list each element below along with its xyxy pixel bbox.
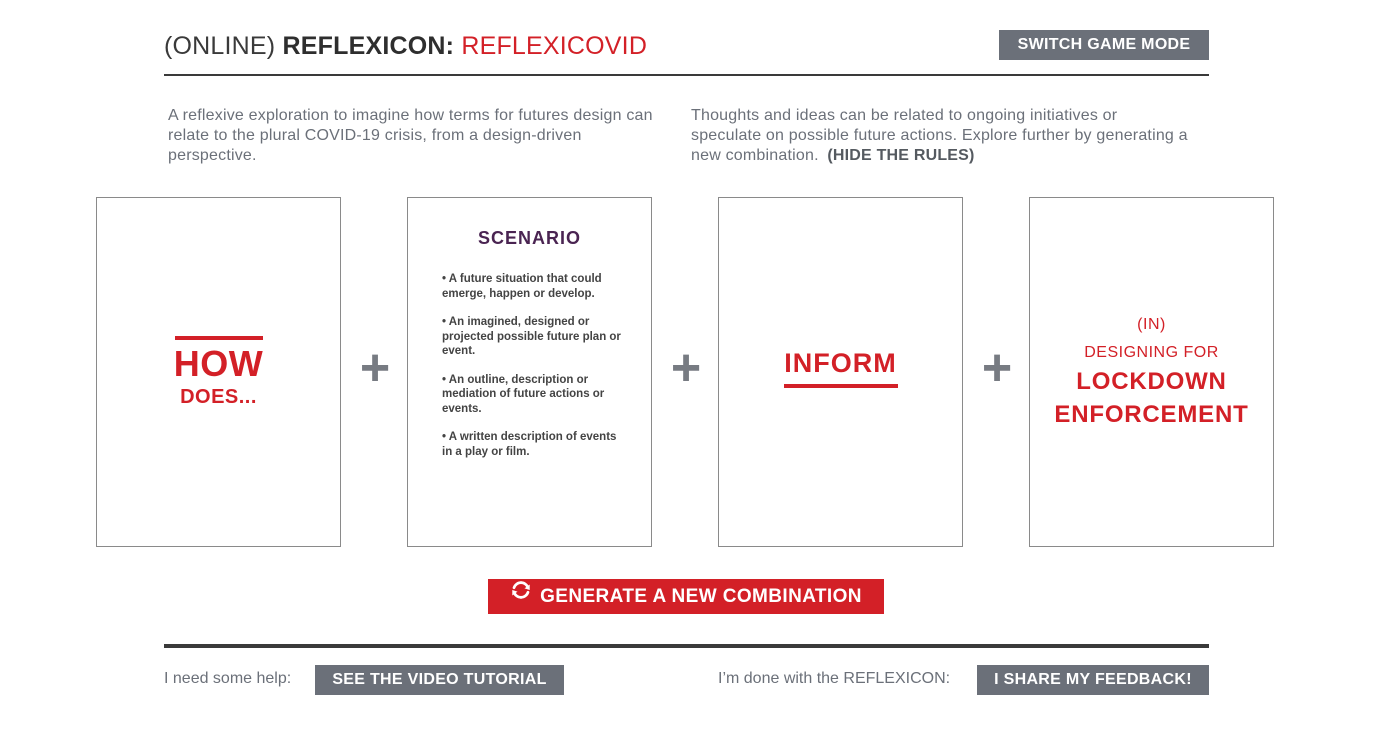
- inform-main-text: INFORM: [784, 348, 897, 378]
- refresh-icon: [510, 578, 532, 613]
- designing-content: [1030, 314, 1273, 430]
- plus-icon: +: [981, 339, 1013, 397]
- title-main: REFLEXICON:: [282, 32, 455, 60]
- scenario-title: SCENARIO: [477, 228, 581, 248]
- how-main-text: HOW: [173, 343, 264, 384]
- intro-right-text: Thoughts and ideas can be related to ongoing initiatives or speculate on possible future actions. Explore further by generating a new combination.: [691, 107, 1188, 164]
- how-accent-bar: [175, 336, 263, 340]
- scenario-definition-item: • A written description of events in a play or film.: [442, 431, 617, 458]
- intro-left-text: A reflexive exploration to imagine how terms for futures design can relate to the plural COVID-19 crisis, from a design-driven perspective.: [168, 107, 653, 164]
- title-prefix: (ONLINE): [164, 32, 276, 60]
- designing-prefix: (IN): [1137, 316, 1166, 333]
- inform-accent-bar: [784, 384, 898, 388]
- switch-game-mode-button[interactable]: SWITCH GAME MODE: [999, 30, 1209, 60]
- plus-icon: +: [670, 339, 702, 397]
- designing-main-line1: LOCKDOWN: [1076, 368, 1227, 395]
- how-sub-text: DOES...: [180, 386, 257, 408]
- hide-rules-link[interactable]: (HIDE THE RULES): [827, 147, 975, 164]
- scenario-definition-item: • An outline, description or mediation of future actions or events.: [442, 373, 605, 415]
- scenario-definition-item: • An imagined, designed or projected possible future plan or event.: [442, 316, 621, 357]
- generate-combination-button[interactable]: [488, 579, 884, 614]
- page-header: [164, 28, 1209, 76]
- intro-right: [691, 106, 1191, 166]
- designing-main-line2: ENFORCEMENT: [1054, 401, 1249, 428]
- card-how: [96, 197, 341, 547]
- card-inform: [718, 197, 963, 547]
- generate-button-label: GENERATE A NEW COMBINATION: [540, 586, 862, 607]
- footer-divider: [164, 644, 1209, 648]
- video-tutorial-button[interactable]: SEE THE VIDEO TUTORIAL: [315, 665, 564, 695]
- scenario-definitions: [442, 272, 627, 473]
- designing-sub: DESIGNING FOR: [1084, 344, 1219, 361]
- card-designing: [1029, 197, 1274, 547]
- card-scenario: [407, 197, 652, 547]
- plus-icon: +: [359, 339, 391, 397]
- page-title: [164, 32, 647, 61]
- how-content: [97, 336, 340, 410]
- title-accent: REFLEXICOVID: [461, 32, 648, 60]
- inform-content: [719, 348, 962, 388]
- scenario-definition-item: • A future situation that could emerge, happen or develop.: [442, 273, 602, 300]
- help-text: I need some help:: [164, 670, 292, 687]
- done-text: I’m done with the REFLEXICON:: [718, 670, 951, 687]
- share-feedback-button[interactable]: I SHARE MY FEEDBACK!: [977, 665, 1209, 695]
